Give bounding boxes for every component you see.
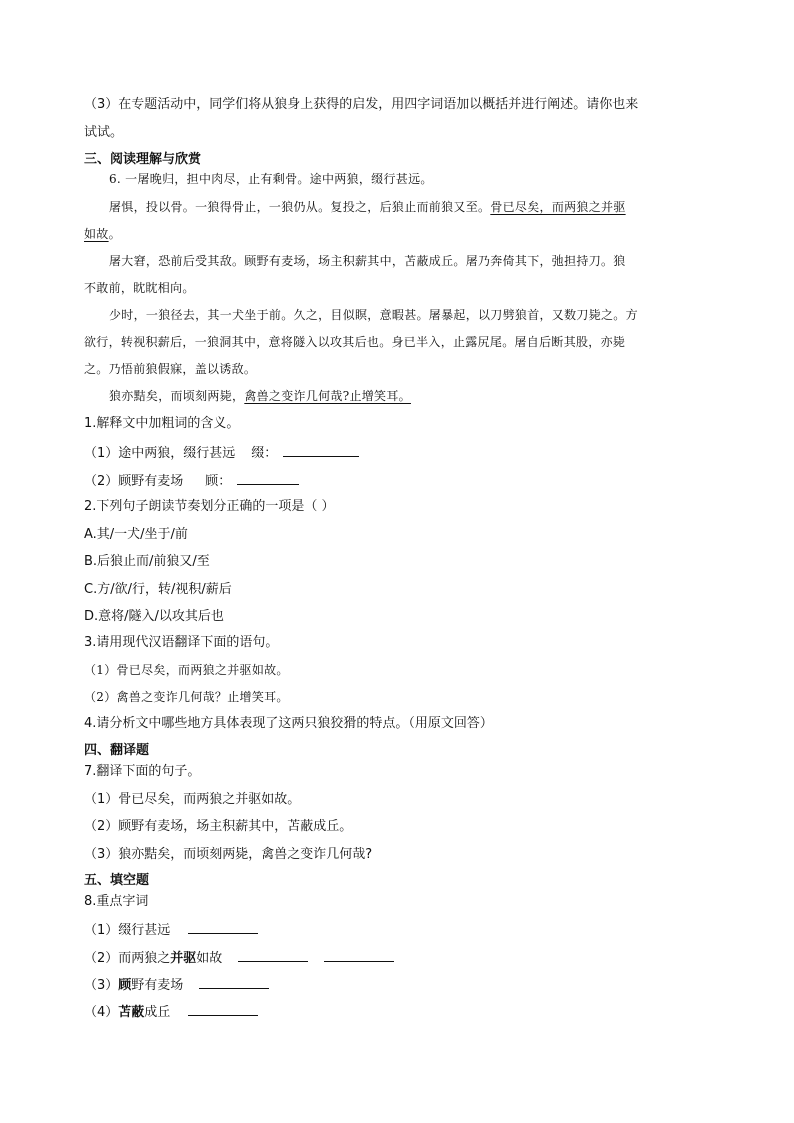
q7-item-1: （1）骨已尽矣，而两狼之并驱如故。 xyxy=(84,792,301,807)
q8-item-4 xyxy=(84,1002,258,1022)
answer-blank[interactable] xyxy=(238,948,308,962)
section-3-heading: 三、阅读理解与欣赏 xyxy=(84,152,202,167)
passage-p3-b: 不敢前，眈眈相向。 xyxy=(84,281,195,295)
passage-underline-1: 骨已尽矣，而两狼之并驱 xyxy=(490,200,626,214)
passage-p4-a: 少时，一狼径去，其一犬坐于前。久之，目似瞑，意暇甚。屠暴起，以刀劈狼首，又数刀毙之。方 xyxy=(109,308,638,322)
passage-p2-cont xyxy=(84,225,121,243)
q1-item-2-text: （2）顾野有麦场 xyxy=(84,474,184,489)
q8-item-1 xyxy=(84,920,258,940)
q8-item-1-text: （1）缀行甚远 xyxy=(84,923,171,938)
passage-underline-2: 如故 xyxy=(84,227,109,241)
answer-blank[interactable] xyxy=(324,948,394,962)
question-6-number: 6. xyxy=(109,172,126,186)
section-4-heading: 四、翻译题 xyxy=(84,743,150,758)
passage-underline-3: 禽兽之变诈几何哉?止增笑耳。 xyxy=(244,389,411,403)
q8-item-2-pre: （2）而两狼之 xyxy=(84,951,171,966)
q2-prompt: 2.下列句子朗读节奏划分正确的一项是（ ） xyxy=(84,499,335,514)
section-5-heading: 五、填空题 xyxy=(84,873,150,888)
q1-item-2 xyxy=(84,471,299,491)
q8-item-3-pre: （3） xyxy=(84,978,119,993)
passage-p4-c: 之。乃悟前狼假寐，盖以诱敌。 xyxy=(84,362,257,376)
intro-line-2: 试试。 xyxy=(84,125,124,140)
q7-item-2: （2）顾野有麦场，场主积薪其中，苫蔽成丘。 xyxy=(84,819,353,834)
q1-item-2-label: 顾： xyxy=(205,474,232,489)
q7-prompt: 7.翻译下面的句子。 xyxy=(84,764,201,779)
answer-blank[interactable] xyxy=(199,975,269,989)
q2-option-b[interactable]: B.后狼止而/前狼又/至 xyxy=(84,554,210,569)
q8-item-3 xyxy=(84,975,269,995)
passage-p3-a: 屠大窘，恐前后受其敌。顾野有麦场，场主积薪其中，苫蔽成丘。屠乃奔倚其下，弛担持刀。狼 xyxy=(109,254,626,268)
passage-p2-end: 。 xyxy=(108,227,121,241)
passage-p2-text: 屠惧，投以骨。一狼得骨止，一狼仍从。复投之，后狼止而前狼又至。 xyxy=(109,200,491,214)
q8-item-2-keyword: 并驱 xyxy=(170,951,197,966)
q8-item-3-post: 野有麦场 xyxy=(131,978,184,993)
answer-blank[interactable] xyxy=(283,443,359,457)
q8-item-2-post: 如故 xyxy=(196,951,223,966)
answer-blank[interactable] xyxy=(237,471,299,485)
q2-option-c[interactable]: C.方/欲/行，转/视积/薪后 xyxy=(84,582,232,597)
passage-p5-text: 狼亦黠矣，而顷刻两毙， xyxy=(109,389,245,403)
q7-item-3: （3）狼亦黠矣，而顷刻两毙，禽兽之变诈几何哉? xyxy=(84,847,373,862)
passage-p2 xyxy=(109,198,626,216)
q3-item-2: （2）禽兽之变诈几何哉？止增笑耳。 xyxy=(84,690,289,704)
q1-item-1 xyxy=(84,443,359,463)
q3-prompt: 3.请用现代汉语翻译下面的语句。 xyxy=(84,635,279,650)
q8-item-4-post: 成丘 xyxy=(144,1005,171,1020)
answer-blank[interactable] xyxy=(188,1002,258,1016)
passage-p1-text: 一屠晚归，担中肉尽，止有剩骨。途中两狼，缀行甚远。 xyxy=(125,172,433,186)
answer-blank[interactable] xyxy=(188,920,258,934)
q1-item-1-text: （1）途中两狼，缀行甚远 xyxy=(84,446,236,461)
q3-item-1: （1）骨已尽矣，而两狼之并驱如故。 xyxy=(84,663,289,677)
q8-prompt: 8.重点字词 xyxy=(84,894,149,909)
q4-prompt: 4.请分析文中哪些地方具体表现了这两只狼狡猾的特点。（用原文回答） xyxy=(84,716,493,731)
q2-option-d[interactable]: D.意将/隧入/以攻其后也 xyxy=(84,609,224,624)
q1-item-1-label: 缀： xyxy=(251,446,278,461)
passage-p4-b: 欲行，转视积薪后，一狼洞其中，意将隧入以攻其后也。身已半入，止露尻尾。屠自后断其股，亦毙 xyxy=(84,335,626,349)
q8-item-3-keyword: 顾 xyxy=(118,978,132,993)
passage-p5 xyxy=(109,387,411,405)
q2-option-a[interactable]: A.其/一犬/坐于/前 xyxy=(84,527,188,542)
q8-item-2 xyxy=(84,948,394,968)
q1-prompt: 1.解释文中加粗词的含义。 xyxy=(84,416,240,431)
passage-p1 xyxy=(109,170,433,188)
intro-line-1: （3）在专题活动中，同学们将从狼身上获得的启发，用四字词语加以概括并进行阐述。请你也来 xyxy=(84,97,639,112)
q8-item-4-pre: （4） xyxy=(84,1005,119,1020)
q8-item-4-keyword: 苫蔽 xyxy=(118,1005,145,1020)
